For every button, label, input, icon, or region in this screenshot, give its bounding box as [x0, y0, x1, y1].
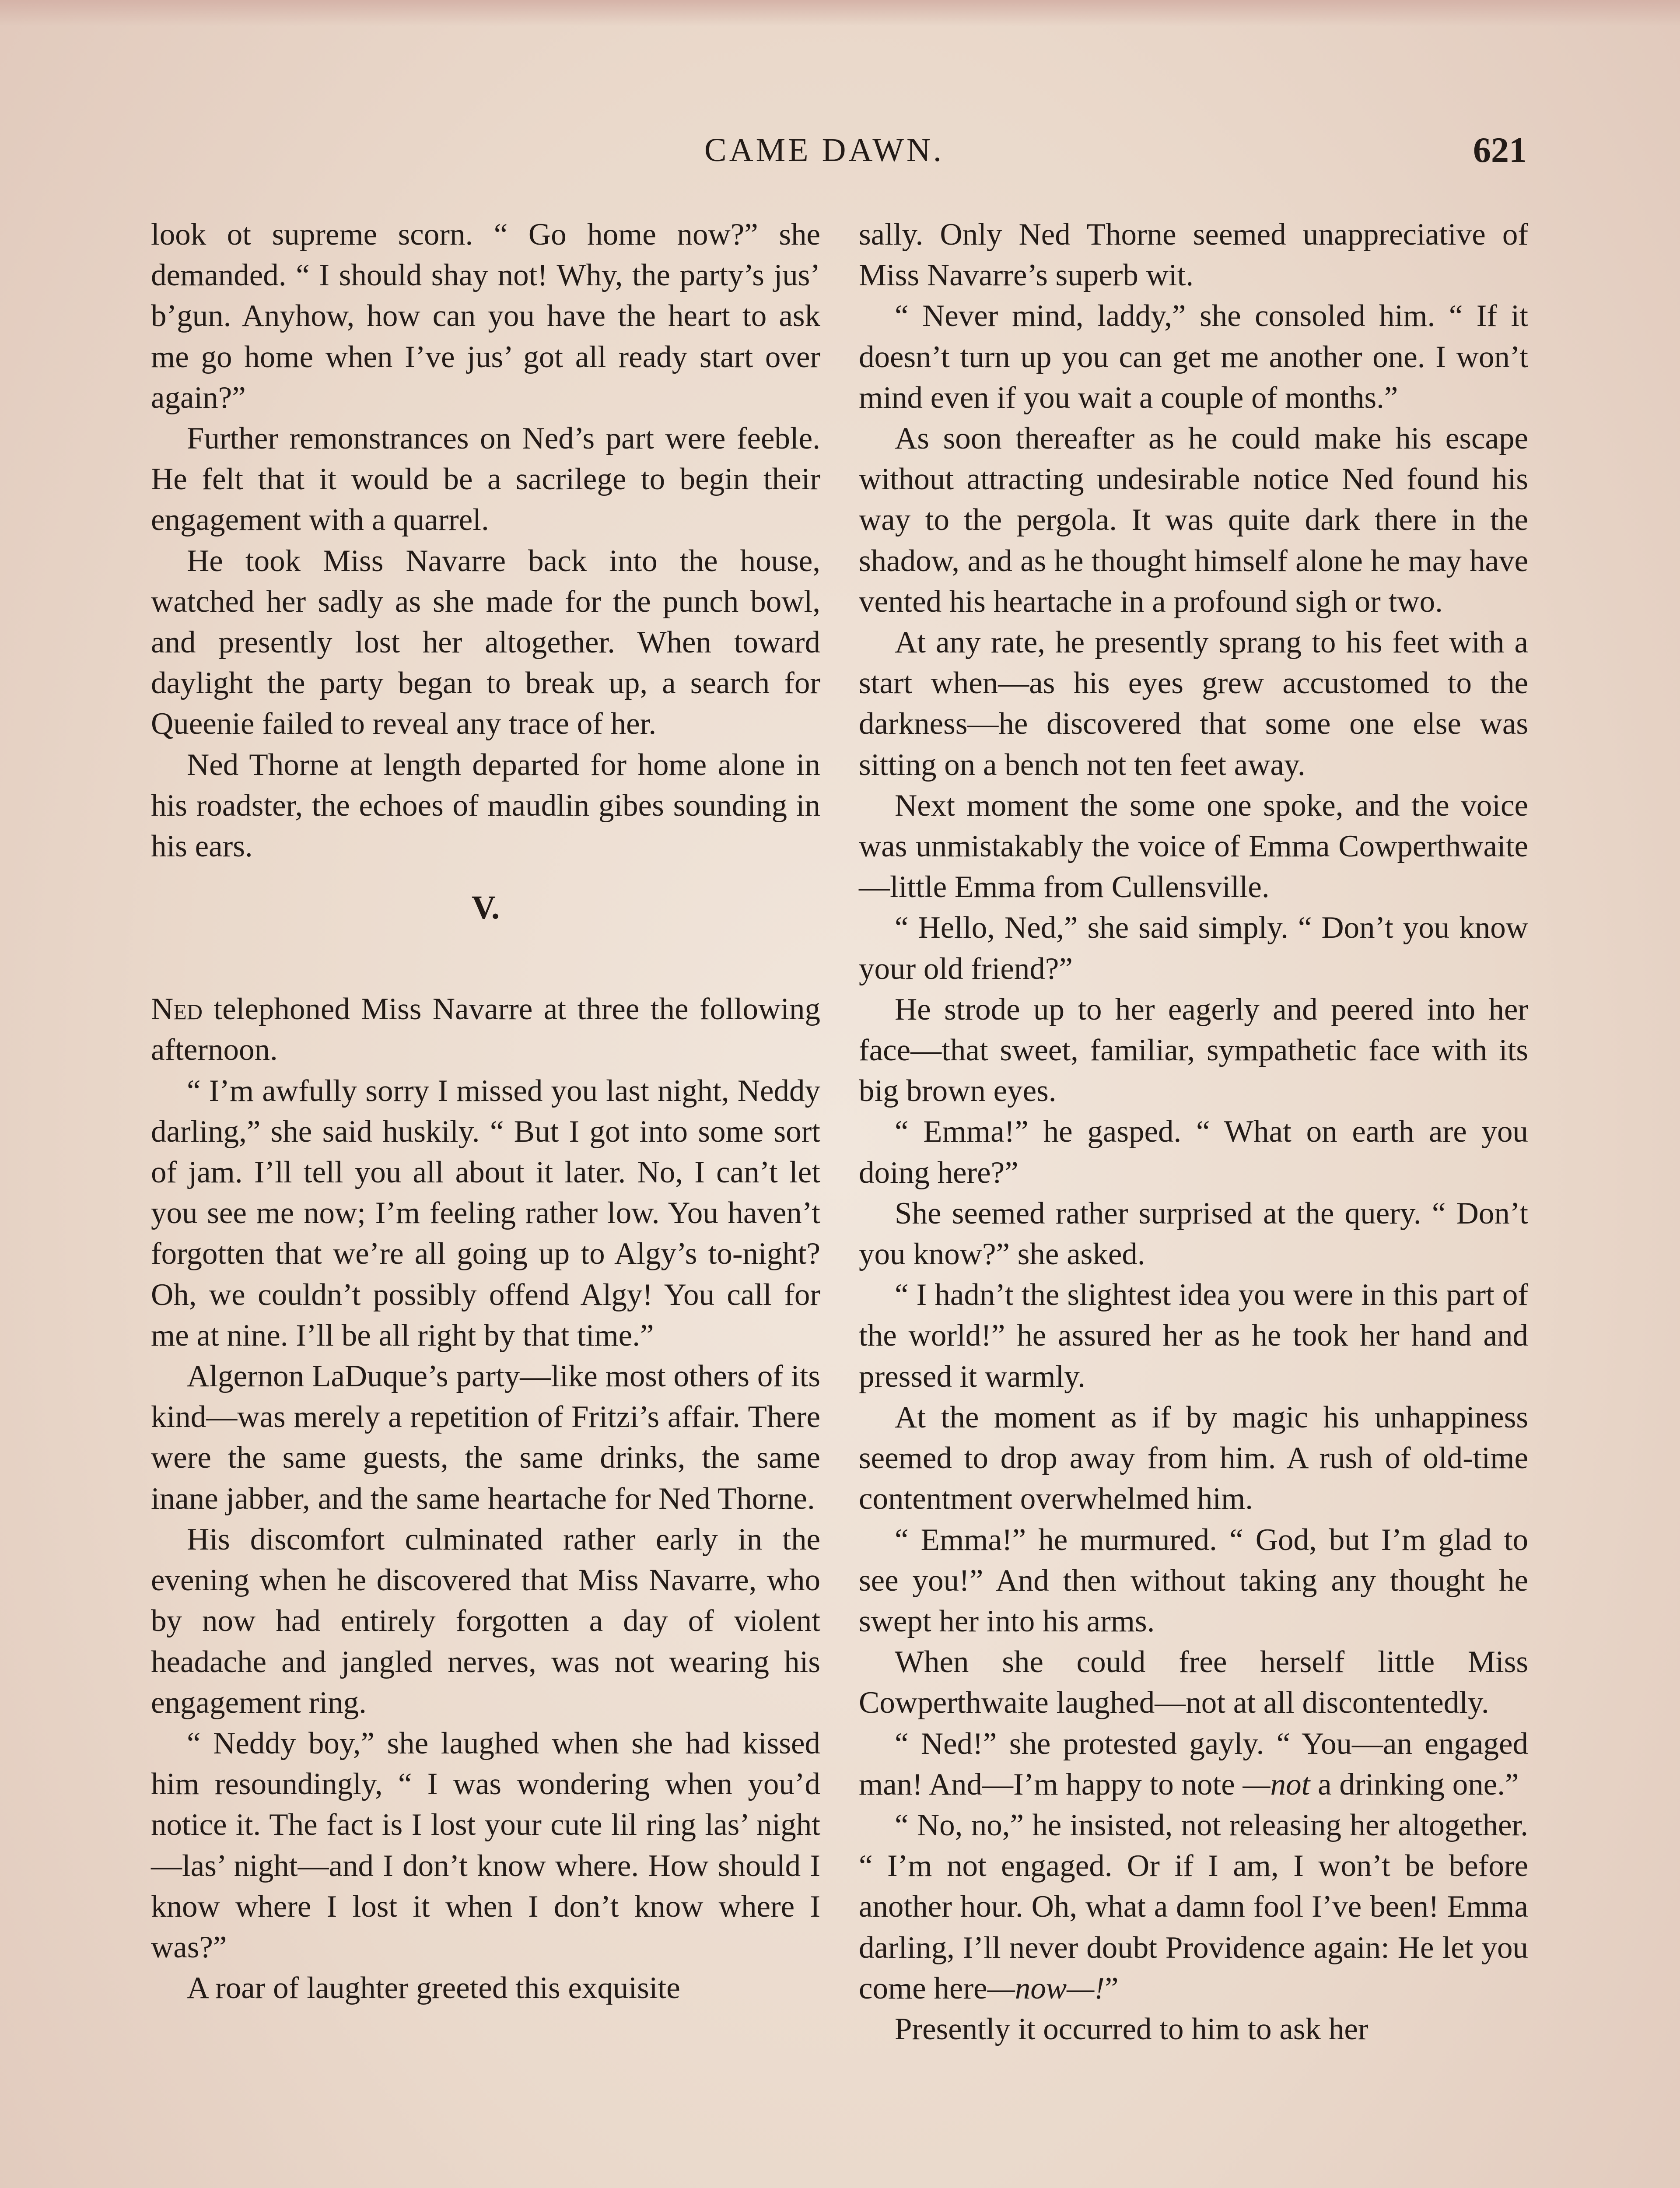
left-column: [151, 214, 820, 2009]
paragraph-text: a drinking one.”: [1310, 1767, 1519, 1802]
paragraph: At any rate, he presently sprang to his feet with a start when—as his eyes grew accustomed to the darkness—he discovered that some one else was sitting on a bench not ten feet away.: [859, 625, 1528, 782]
paragraph: As soon thereafter as he could make his escape without attracting undesirable notice Ned found his way to the pergola. It was quite dark there in the shadow, and as he thought himself alone he may have vented his heartache in a profound sigh or two.: [859, 421, 1528, 619]
paragraph: [151, 989, 820, 1070]
italic-text: —now—!: [987, 1971, 1105, 2006]
paragraph: Further remonstrances on Ned’s part were feeble. He felt that it would be a sacrilege to begin their engagement with a quarrel.: [151, 421, 820, 537]
paragraph: “ Never mind, laddy,” she consoled him. “ If it doesn’t turn up you can get me another one. I won’t mind even if you wait a couple of months.”: [859, 299, 1528, 415]
paragraph: “ Emma!” he murmured. “ God, but I’m glad to see you!” And then without taking any thought he swept her into his arms.: [859, 1522, 1528, 1638]
running-title: CAME DAWN.: [704, 132, 944, 168]
paragraph: A roar of laughter greeted this exquisite: [187, 1971, 680, 2006]
paragraph: When she could free herself little Miss Cowperthwaite laughed—not at all discontentedly.: [859, 1645, 1528, 1720]
paragraph: His discomfort culminated rather early in the evening when he discovered that Miss Navarre, who by now had entirely forgotten a day of violent headache and jangled nerves, was not wearing his engagement ring.: [151, 1522, 820, 1720]
running-header: [149, 131, 1527, 179]
paragraph-text: “ No, no,” he insisted, not releasing her altogether. “ I’m not engaged. Or if I am, I won’t be before another hour. Oh, what a damn fool I’ve been! Emma darling, I’ll never doubt Providence again: He let you come here: [859, 1808, 1528, 2006]
paragraph-text: telephoned Miss Navarre at three the following afternoon.: [151, 992, 820, 1067]
paragraph: She seemed rather surprised at the query. “ Don’t you know?” she asked.: [859, 1196, 1528, 1272]
paragraph: Ned Thorne at length departed for home alone in his roadster, the echoes of maudlin gibes sounding in his ears.: [151, 747, 820, 864]
page-edge-shadow: [0, 0, 1680, 26]
paragraph: “ Hello, Ned,” she said simply. “ Don’t you know your old friend?”: [859, 911, 1528, 986]
section-heading: V.: [471, 889, 500, 926]
italic-text: —not: [1242, 1767, 1310, 1802]
paragraph: [859, 1724, 1528, 1805]
paragraph: Algernon LaDuque’s party—like most others of its kind—was merely a repetition of Fritzi’s affair. There were the same guests, the same drinks, the same inane jabber, and the same heartache for Ned Thorne.: [151, 1359, 820, 1516]
paragraph: look ot supreme scorn. “ Go home now?” she demanded. “ I should shay not! Why, the party’s jus’ b’gun. Anyhow, how can you have the heart to ask me go home when I’ve jus’ got all ready start over again?”: [151, 217, 820, 415]
paragraph-text: “ Ned!” she protested gayly. “ You—an engaged man! And—I’m happy to note: [859, 1726, 1528, 1802]
right-column: [859, 214, 1528, 2050]
drop-cap-word: Ned: [151, 992, 203, 1027]
paragraph: sally. Only Ned Thorne seemed unappreciative of Miss Navarre’s superb wit.: [859, 217, 1528, 293]
paragraph: “ I hadn’t the slightest idea you were in this part of the world!” he assured her as he took her hand and pressed it warmly.: [859, 1278, 1528, 1394]
paragraph: “ Emma!” he gasped. “ What on earth are you doing here?”: [859, 1115, 1528, 1190]
paragraph: He strode up to her eagerly and peered into her face—that sweet, familiar, sympathetic face with its big brown eyes.: [859, 992, 1528, 1108]
paragraph: He took Miss Navarre back into the house, watched her sadly as she made for the punch bowl, and presently lost her altogether. When toward daylight the party began to break up, a search for Queenie failed to reveal any trace of her.: [151, 543, 820, 741]
paragraph: Next moment the some one spoke, and the voice was unmistakably the voice of Emma Cowperthwaite—little Emma from Cullensville.: [859, 788, 1528, 905]
paragraph: At the moment as if by magic his unhappiness seemed to drop away from him. A rush of old-time contentment overwhelmed him.: [859, 1400, 1528, 1516]
paragraph: “ Neddy boy,” she laughed when she had kissed him resoundingly, “ I was wondering when you’d notice it. The fact is I lost your cute lil ring las’ night—las’ night—and I don’t know where. How should I know where I lost it when I don’t know where I was?”: [151, 1726, 820, 1964]
page-number: 621: [1473, 130, 1527, 170]
paragraph: Presently it occurred to him to ask her: [895, 2012, 1368, 2046]
section-spacer: [151, 948, 820, 989]
paragraph: [859, 1805, 1528, 2009]
paragraph: “ I’m awfully sorry I missed you last night, Neddy darling,” she said huskily. “ But I got into some sort of jam. I’ll tell you all about it later. No, I can’t let you see me now; I’m feeling rather low. You haven’t forgotten that we’re all going up to Algy’s to-night? Oh, we couldn’t possibly offend Algy! You call for me at nine. I’ll be all right by that time.”: [151, 1073, 820, 1353]
paragraph-text: ”: [1104, 1971, 1119, 2006]
